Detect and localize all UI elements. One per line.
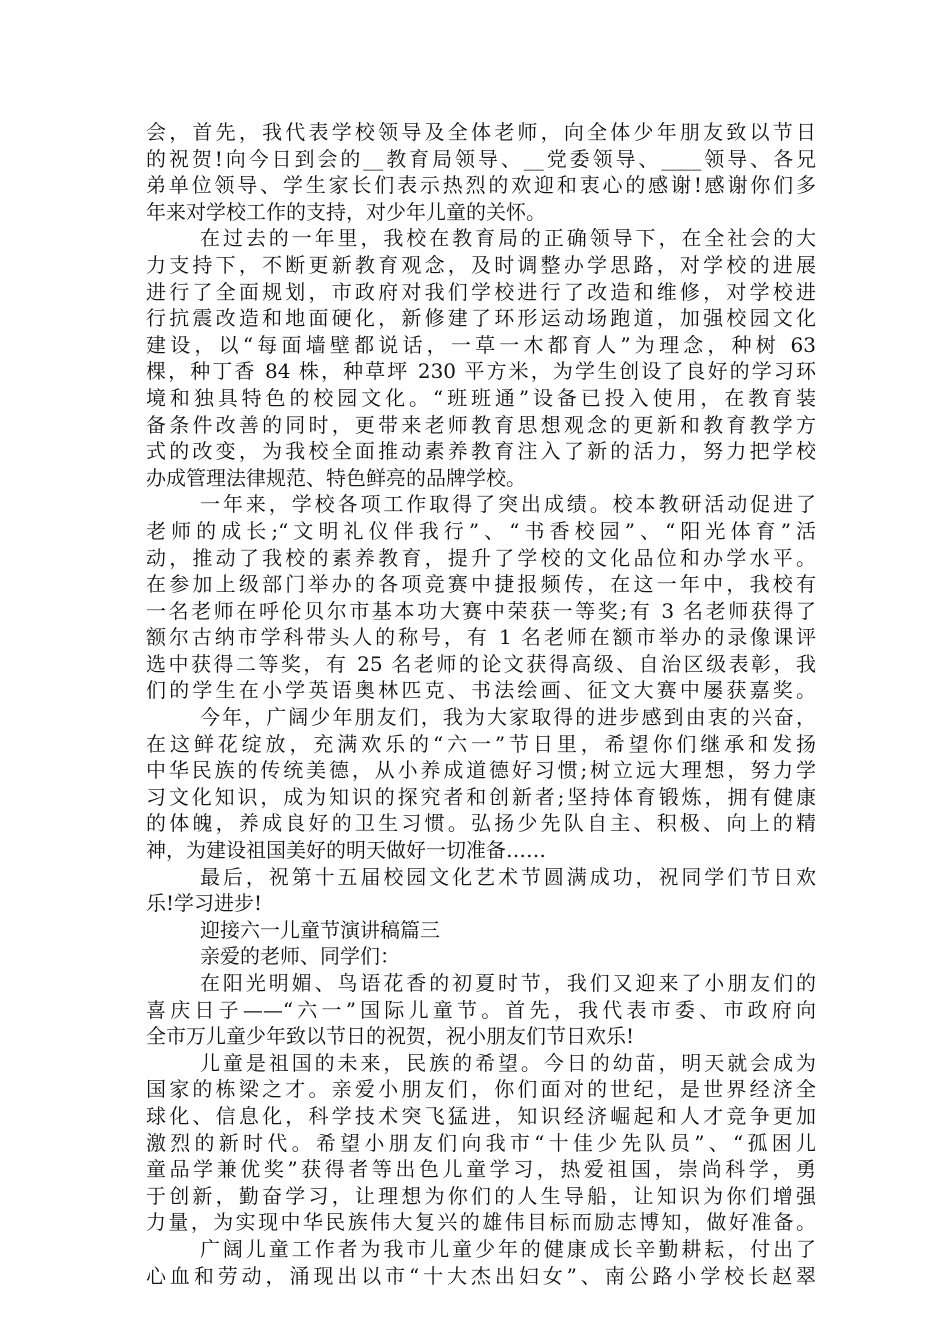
paragraph-first-line: 一年来，学校各项工作取得了突出成绩。校本教研活动促进了 <box>200 492 816 517</box>
text-line: 进行了全面规划，市政府对我们学校进行了改造和维修，对学校进 <box>146 279 816 304</box>
paragraph-first-line: 在阳光明媚、鸟语花香的初夏时节，我们又迎来了小朋友们的 <box>200 971 816 995</box>
text-line: 棵，种丁香 84 株，种草坪 230 平方米，为学生创设了良好的学习环 <box>146 359 816 384</box>
paragraph-first-line: 今年，广阔少年朋友们，我为大家取得的进步感到由衷的兴奋， <box>200 705 816 730</box>
text-line: 全市万儿童少年致以节日的祝贺，祝小朋友们节日欢乐! <box>146 1024 635 1049</box>
text-line: 习文化知识，成为知识的探究者和创新者;坚持体育锻炼，拥有健康 <box>146 784 816 809</box>
text-line: 行抗震改造和地面硬化，新修建了环形运动场跑道，加强校园文化 <box>146 306 816 331</box>
text-line: 额尔古纳市学科带头人的称号，有 1 名老师在额市举办的录像课评 <box>146 625 816 650</box>
text-line: 国家的栋梁之才。亲爱小朋友们，你们面对的世纪，是世界经济全 <box>146 1077 816 1102</box>
text-line: 的祝贺!向今日到会的__教育局领导、__党委领导、____领导、各兄 <box>146 146 816 171</box>
text-line: 在这鲜花绽放，充满欢乐的“六一”节日里，希望你们继承和发扬 <box>146 731 816 756</box>
paragraph-first-line: 亲爱的老师、同学们： <box>200 944 400 969</box>
document-body <box>146 119 816 1289</box>
text-line: 建设，以“每面墙壁都说话，一草一木都育人”为理念，种树 63 <box>146 332 816 357</box>
paragraph-first-line: 在过去的一年里，我校在教育局的正确领导下，在全社会的大 <box>200 226 816 251</box>
text-line: 中华民族的传统美德，从小养成道德好习惯;树立远大理想，努力学 <box>146 758 816 783</box>
text-line: 激烈的新时代。希望小朋友们向我市“十佳少先队员”、“孤困儿 <box>146 1130 816 1155</box>
text-line: 神，为建设祖国美好的明天做好一切准备…… <box>146 838 546 863</box>
text-line: 老师的成长;“文明礼仪伴我行”、“书香校园”、“阳光体育”活 <box>146 518 816 543</box>
text-line: 一名老师在呼伦贝尔市基本功大赛中荣获一等奖;有 3 名老师获得了 <box>146 598 816 623</box>
paragraph-first-line: 儿童是祖国的未来，民族的希望。今日的幼苗，明天就会成为 <box>200 1050 816 1075</box>
text-line: 童品学兼优奖”获得者等出色儿童学习，热爱祖国，崇尚科学，勇 <box>146 1157 816 1182</box>
text-line: 会，首先，我代表学校领导及全体老师，向全体少年朋友致以节日 <box>146 120 816 144</box>
text-line: 办成管理法律规范、特色鲜亮的品牌学校。 <box>146 465 526 490</box>
paragraph-first-line: 最后，祝第十五届校园文化艺术节圆满成功，祝同学们节日欢 <box>200 864 816 889</box>
text-line: 心血和劳动，涌现出以市“十大杰出妇女”、南公路小学校长赵翠 <box>146 1263 816 1288</box>
text-line: 式的改变，为我校全面推动素养教育注入了新的活力，努力把学校 <box>146 439 816 464</box>
text-line: 于创新，勤奋学习，让理想为你们的人生导船，让知识为你们增强 <box>146 1183 816 1208</box>
text-line: 力量，为实现中华民族伟大复兴的雄伟目标而励志博知，做好准备。 <box>146 1210 816 1235</box>
text-line: 乐!学习进步! <box>146 891 263 916</box>
text-line: 年来对学校工作的支持，对少年儿童的关怀。 <box>146 199 546 224</box>
text-line: 的体魄，养成良好的卫生习惯。弘扬少先队自主、积极、向上的精 <box>146 811 816 836</box>
paragraph-first-line: 迎接六一儿童节演讲稿篇三 <box>200 917 440 942</box>
text-line: 备条件改善的同时，更带来老师教育思想观念的更新和教育教学方 <box>146 412 816 437</box>
text-line: 球化、信息化，科学技术突飞猛进，知识经济崛起和人才竞争更加 <box>146 1103 816 1128</box>
text-line: 力支持下，不断更新教育观念，及时调整办学思路，对学校的进展 <box>146 252 816 277</box>
paragraph-first-line: 广阔儿童工作者为我市儿童少年的健康成长辛勤耕耘，付出了 <box>200 1236 816 1261</box>
text-line: 选中获得二等奖，有 25 名老师的论文获得高级、自治区级表彰，我 <box>146 651 816 676</box>
text-line: 们的学生在小学英语奥林匹克、书法绘画、征文大赛中屡获嘉奖。 <box>146 678 816 703</box>
text-line: 弟单位领导、学生家长们表示热烈的欢迎和衷心的感谢!感谢你们多 <box>146 173 816 198</box>
text-line: 境和独具特色的校园文化。“班班通”设备已投入使用，在教育装 <box>146 385 816 410</box>
text-line: 在参加上级部门举办的各项竞赛中捷报频传，在这一年中，我校有 <box>146 572 816 597</box>
text-line: 喜庆日子——“六一”国际儿童节。首先，我代表市委、市政府向 <box>146 997 816 1022</box>
text-line: 动，推动了我校的素养教育，提升了学校的文化品位和办学水平。 <box>146 545 816 570</box>
